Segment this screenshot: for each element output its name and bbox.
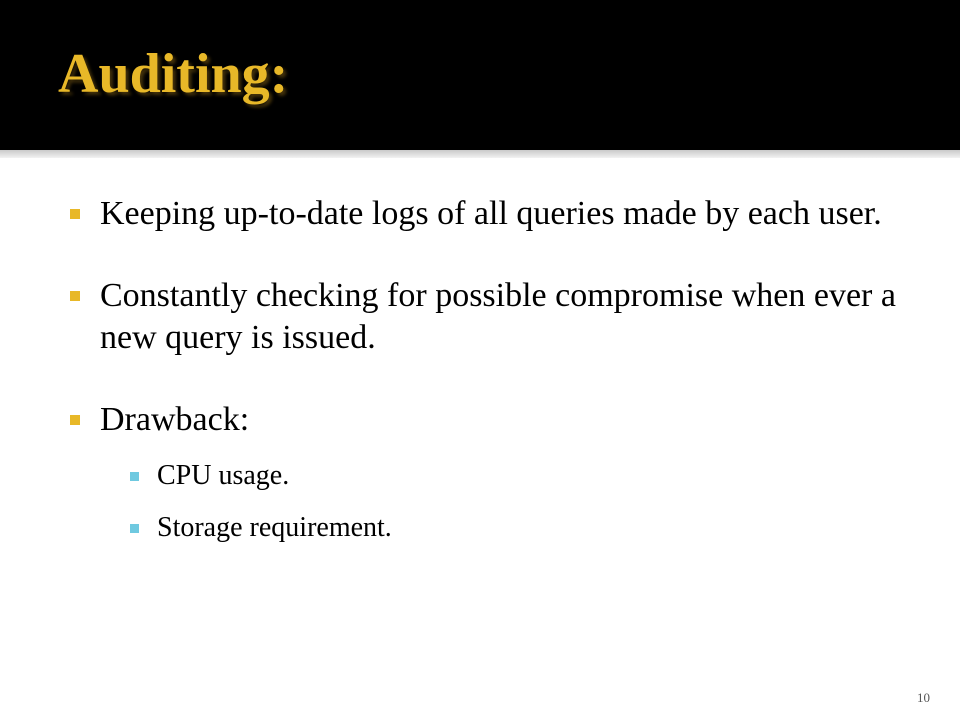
title-divider xyxy=(0,150,960,158)
sub-bullet-item xyxy=(130,459,900,493)
bullet-item xyxy=(70,399,900,545)
bullet-text: Keeping up-to-date logs of all queries made by each user. xyxy=(100,195,882,232)
square-bullet-icon xyxy=(70,415,80,425)
bullet-list xyxy=(70,193,900,545)
sub-bullet-text: Storage requirement. xyxy=(157,512,392,543)
square-sub-bullet-icon xyxy=(130,524,139,533)
bullet-text: Constantly checking for possible compromise when ever a new query is issued. xyxy=(100,277,896,356)
square-bullet-icon xyxy=(70,209,80,219)
bullet-text: Drawback: xyxy=(100,401,250,438)
bullet-item xyxy=(70,275,900,359)
square-bullet-icon xyxy=(70,291,80,301)
sub-bullet-text: CPU usage. xyxy=(157,460,290,491)
sub-bullet-list xyxy=(100,459,900,545)
slide-number: 10 xyxy=(917,690,930,705)
sub-bullet-item xyxy=(130,511,900,545)
slide-title: Auditing: xyxy=(58,43,289,105)
bullet-item xyxy=(70,193,900,235)
square-sub-bullet-icon xyxy=(130,472,139,481)
